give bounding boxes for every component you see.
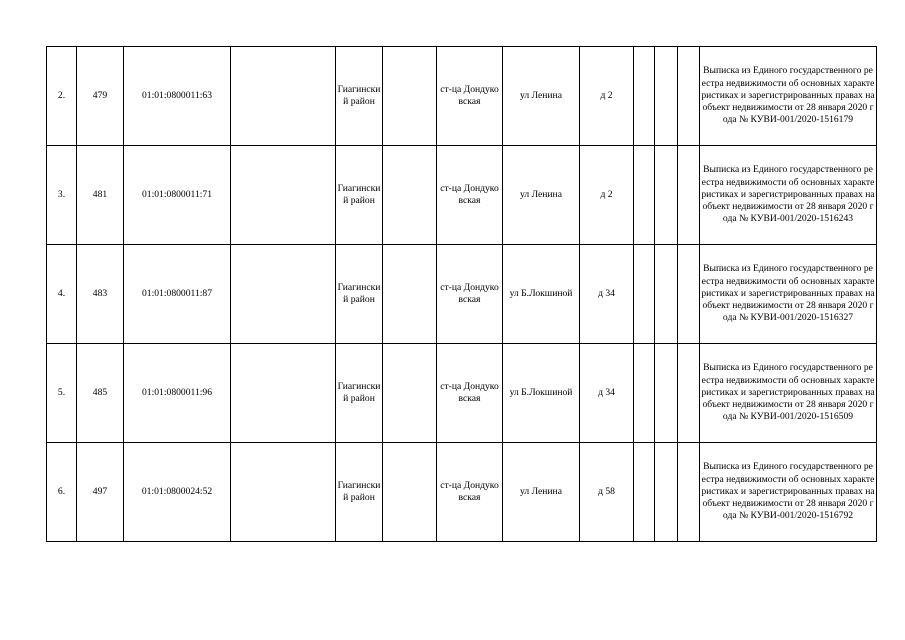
street-cell: ул Б.Локшиной bbox=[503, 344, 580, 443]
registry-table-body bbox=[47, 47, 877, 542]
registry-extract-cell: Выписка из Единого государственного реестра недвижимости об основных характеристиках и зарегистрированных правах на объект недвижимости от 28 января 2020 года № КУВИ-001/2020-1516327 bbox=[700, 245, 877, 344]
district-cell: Гиагинский район bbox=[336, 344, 383, 443]
street-cell: ул Ленина bbox=[503, 47, 580, 146]
empty-cell bbox=[655, 443, 678, 542]
empty-cell bbox=[231, 443, 336, 542]
empty-cell bbox=[231, 245, 336, 344]
settlement-cell: ст-ца Дондуковская bbox=[437, 146, 503, 245]
record-id-cell: 485 bbox=[77, 344, 124, 443]
cadastral-number-cell: 01:01:0800011:71 bbox=[124, 146, 231, 245]
district-cell: Гиагинский район bbox=[336, 146, 383, 245]
empty-cell bbox=[678, 47, 700, 146]
settlement-cell: ст-ца Дондуковская bbox=[437, 245, 503, 344]
cadastral-number-cell: 01:01:0800011:96 bbox=[124, 344, 231, 443]
record-id-cell: 483 bbox=[77, 245, 124, 344]
empty-cell bbox=[678, 245, 700, 344]
empty-cell bbox=[634, 344, 655, 443]
settlement-cell: ст-ца Дондуковская bbox=[437, 344, 503, 443]
table-row bbox=[47, 443, 877, 542]
table-row bbox=[47, 344, 877, 443]
empty-cell bbox=[655, 146, 678, 245]
district-cell: Гиагинский район bbox=[336, 47, 383, 146]
registry-extract-cell: Выписка из Единого государственного реестра недвижимости об основных характеристиках и зарегистрированных правах на объект недвижимости от 28 января 2020 года № КУВИ-001/2020-1516179 bbox=[700, 47, 877, 146]
property-registry-table bbox=[46, 46, 877, 542]
record-id-cell: 479 bbox=[77, 47, 124, 146]
table-row bbox=[47, 245, 877, 344]
empty-cell bbox=[383, 245, 437, 344]
street-cell: ул Б.Локшиной bbox=[503, 245, 580, 344]
house-number-cell: д 34 bbox=[580, 245, 634, 344]
district-cell: Гиагинский район bbox=[336, 443, 383, 542]
settlement-cell: ст-ца Дондуковская bbox=[437, 443, 503, 542]
house-number-cell: д 58 bbox=[580, 443, 634, 542]
cadastral-number-cell: 01:01:0800011:63 bbox=[124, 47, 231, 146]
empty-cell bbox=[634, 245, 655, 344]
house-number-cell: д 2 bbox=[580, 47, 634, 146]
table-row bbox=[47, 146, 877, 245]
registry-extract-cell: Выписка из Единого государственного реестра недвижимости об основных характеристиках и зарегистрированных правах на объект недвижимости от 28 января 2020 года № КУВИ-001/2020-1516243 bbox=[700, 146, 877, 245]
street-cell: ул Ленина bbox=[503, 146, 580, 245]
empty-cell bbox=[655, 47, 678, 146]
row-number-cell: 4. bbox=[47, 245, 77, 344]
empty-cell bbox=[231, 344, 336, 443]
empty-cell bbox=[678, 443, 700, 542]
cadastral-number-cell: 01:01:0800011:87 bbox=[124, 245, 231, 344]
empty-cell bbox=[383, 344, 437, 443]
empty-cell bbox=[383, 443, 437, 542]
house-number-cell: д 34 bbox=[580, 344, 634, 443]
registry-extract-cell: Выписка из Единого государственного реестра недвижимости об основных характеристиках и зарегистрированных правах на объект недвижимости от 28 января 2020 года № КУВИ-001/2020-1516509 bbox=[700, 344, 877, 443]
empty-cell bbox=[634, 47, 655, 146]
empty-cell bbox=[634, 443, 655, 542]
district-cell: Гиагинский район bbox=[336, 245, 383, 344]
settlement-cell: ст-ца Дондуковская bbox=[437, 47, 503, 146]
empty-cell bbox=[678, 344, 700, 443]
row-number-cell: 6. bbox=[47, 443, 77, 542]
street-cell: ул Ленина bbox=[503, 443, 580, 542]
empty-cell bbox=[634, 146, 655, 245]
cadastral-number-cell: 01:01:0800024:52 bbox=[124, 443, 231, 542]
table-row bbox=[47, 47, 877, 146]
empty-cell bbox=[655, 344, 678, 443]
house-number-cell: д 2 bbox=[580, 146, 634, 245]
row-number-cell: 2. bbox=[47, 47, 77, 146]
empty-cell bbox=[231, 47, 336, 146]
empty-cell bbox=[678, 146, 700, 245]
empty-cell bbox=[383, 146, 437, 245]
row-number-cell: 3. bbox=[47, 146, 77, 245]
registry-extract-cell: Выписка из Единого государственного реестра недвижимости об основных характеристиках и зарегистрированных правах на объект недвижимости от 28 января 2020 года № КУВИ-001/2020-1516792 bbox=[700, 443, 877, 542]
empty-cell bbox=[231, 146, 336, 245]
row-number-cell: 5. bbox=[47, 344, 77, 443]
record-id-cell: 481 bbox=[77, 146, 124, 245]
empty-cell bbox=[655, 245, 678, 344]
record-id-cell: 497 bbox=[77, 443, 124, 542]
empty-cell bbox=[383, 47, 437, 146]
